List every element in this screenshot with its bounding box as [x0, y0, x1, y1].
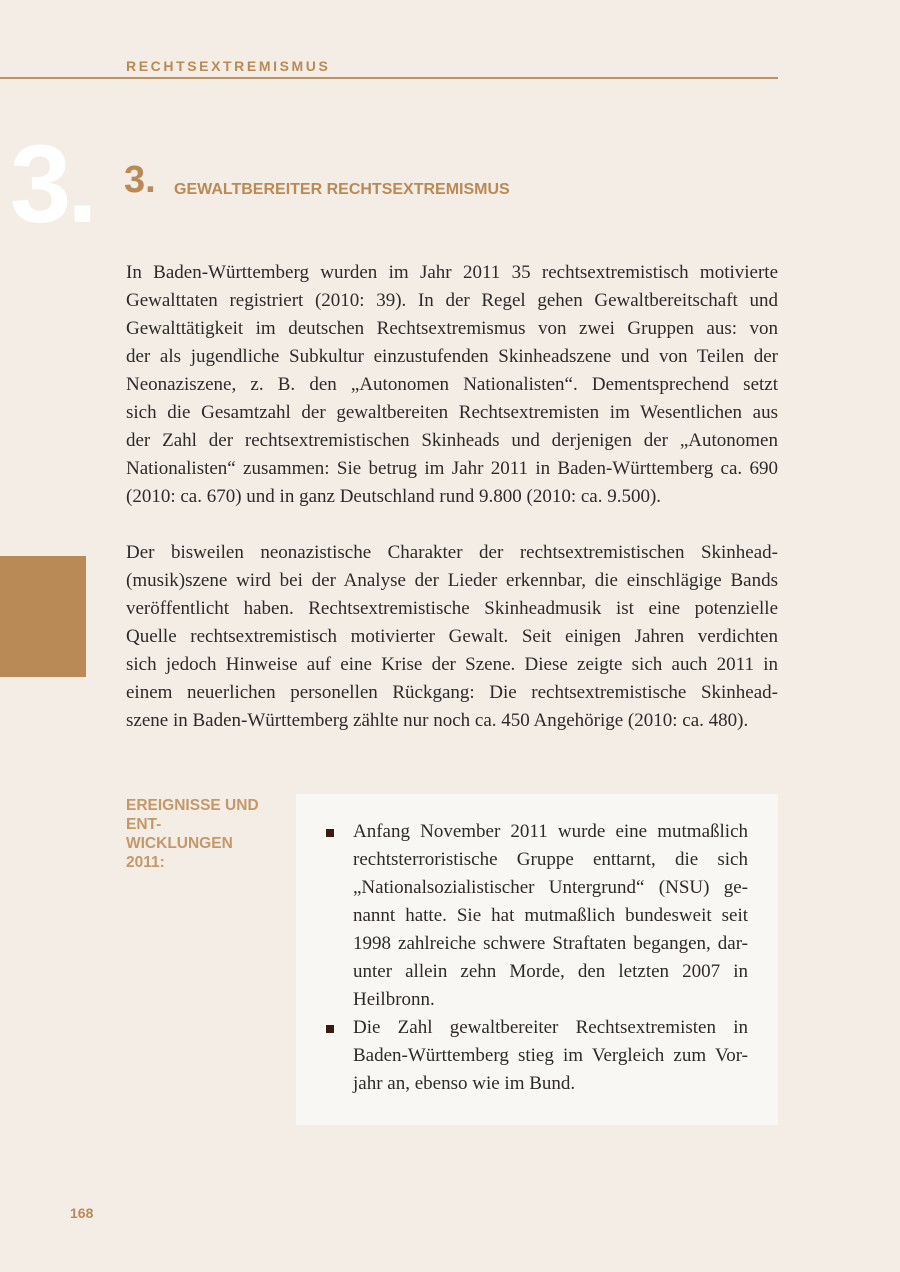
- text-line: rechtsterroristische Gruppe enttarnt, die sich: [353, 849, 748, 870]
- body-paragraph-2: [126, 539, 778, 735]
- text-line: Baden-Württemberg stieg im Vergleich zum Vor-: [353, 1045, 748, 1066]
- text-line: sich die Gesamtzahl der gewaltbereiten Rechtsextremisten im Wesentlichen aus: [126, 402, 778, 423]
- header-rule: [0, 77, 778, 79]
- event-item: [326, 1014, 748, 1098]
- text-line: Gewalttätigkeit im deutschen Rechtsextremismus von zwei Gruppen aus: von: [126, 318, 778, 339]
- text-line: unter allein zehn Morde, den letzten 2007 in: [353, 961, 748, 982]
- section-number: 3.: [124, 159, 156, 201]
- text-line: Neonaziszene, z. B. den „Autonomen Nationalisten“. Dementsprechend setzt: [126, 374, 778, 395]
- page-number: 168: [70, 1205, 94, 1221]
- events-label: EREIGNISSE UND ENT- WICKLUNGEN 2011:: [126, 797, 259, 871]
- side-color-tab: [0, 556, 86, 677]
- running-header: RECHTSEXTREMISMUS: [126, 58, 331, 74]
- text-line: der als jugendliche Subkultur einzustufenden Skinheadszene und von Teilen der: [126, 346, 778, 367]
- text-line: Heilbronn.: [353, 989, 435, 1010]
- text-line: Nationalisten“ zusammen: Sie betrug im Jahr 2011 in Baden-Württemberg ca. 690: [126, 458, 778, 479]
- text-line: jahr an, ebenso wie im Bund.: [353, 1073, 576, 1094]
- square-bullet-icon: [326, 1025, 334, 1033]
- section-number-watermark: 3.: [10, 123, 94, 246]
- square-bullet-icon: [326, 829, 334, 837]
- text-line: Die Zahl gewaltbereiter Rechtsextremisten in: [353, 1017, 748, 1038]
- text-line: szene in Baden-Württemberg zählte nur noch ca. 450 Angehörige (2010: ca. 480).: [126, 710, 749, 731]
- text-line: Anfang November 2011 wurde eine mutmaßlich: [353, 821, 748, 842]
- text-line: nannt hatte. Sie hat mutmaßlich bundesweit seit: [353, 905, 748, 926]
- text-line: veröffentlicht haben. Rechtsextremistische Skinheadmusik ist eine potenzielle: [126, 598, 778, 619]
- text-line: Der bisweilen neonazistische Charakter der rechtsextremistischen Skinhead-: [126, 542, 778, 563]
- text-line: Gewalttaten registriert (2010: 39). In der Regel gehen Gewaltbereitschaft und: [126, 290, 778, 311]
- text-line: 1998 zahlreiche schwere Straftaten begangen, dar-: [353, 933, 748, 954]
- text-line: In Baden-Württemberg wurden im Jahr 2011 35 rechtsextremistisch motivierte: [126, 262, 778, 283]
- text-line: Quelle rechtsextremistisch motivierter Gewalt. Seit einigen Jahren verdichten: [126, 626, 778, 647]
- text-line: „Nationalsozialistischer Untergrund“ (NSU) ge-: [353, 877, 748, 898]
- text-line: der Zahl der rechtsextremistischen Skinheads und derjenigen der „Autonomen: [126, 430, 778, 451]
- text-line: (2010: ca. 670) und in ganz Deutschland rund 9.800 (2010: ca. 9.500).: [126, 486, 662, 507]
- text-line: sich jedoch Hinweise auf eine Krise der Szene. Diese zeigte sich auch 2011 in: [126, 654, 778, 675]
- body-paragraph-1: [126, 259, 778, 511]
- text-line: (musik)szene wird bei der Analyse der Lieder erkennbar, die einschlägige Bands: [126, 570, 778, 591]
- events-list: [326, 818, 748, 1098]
- text-line: einem neuerlichen personellen Rückgang: Die rechtsextremistische Skinhead-: [126, 682, 778, 703]
- event-item: [326, 818, 748, 1014]
- section-title: GEWALTBEREITER RECHTSEXTREMISMUS: [174, 181, 510, 198]
